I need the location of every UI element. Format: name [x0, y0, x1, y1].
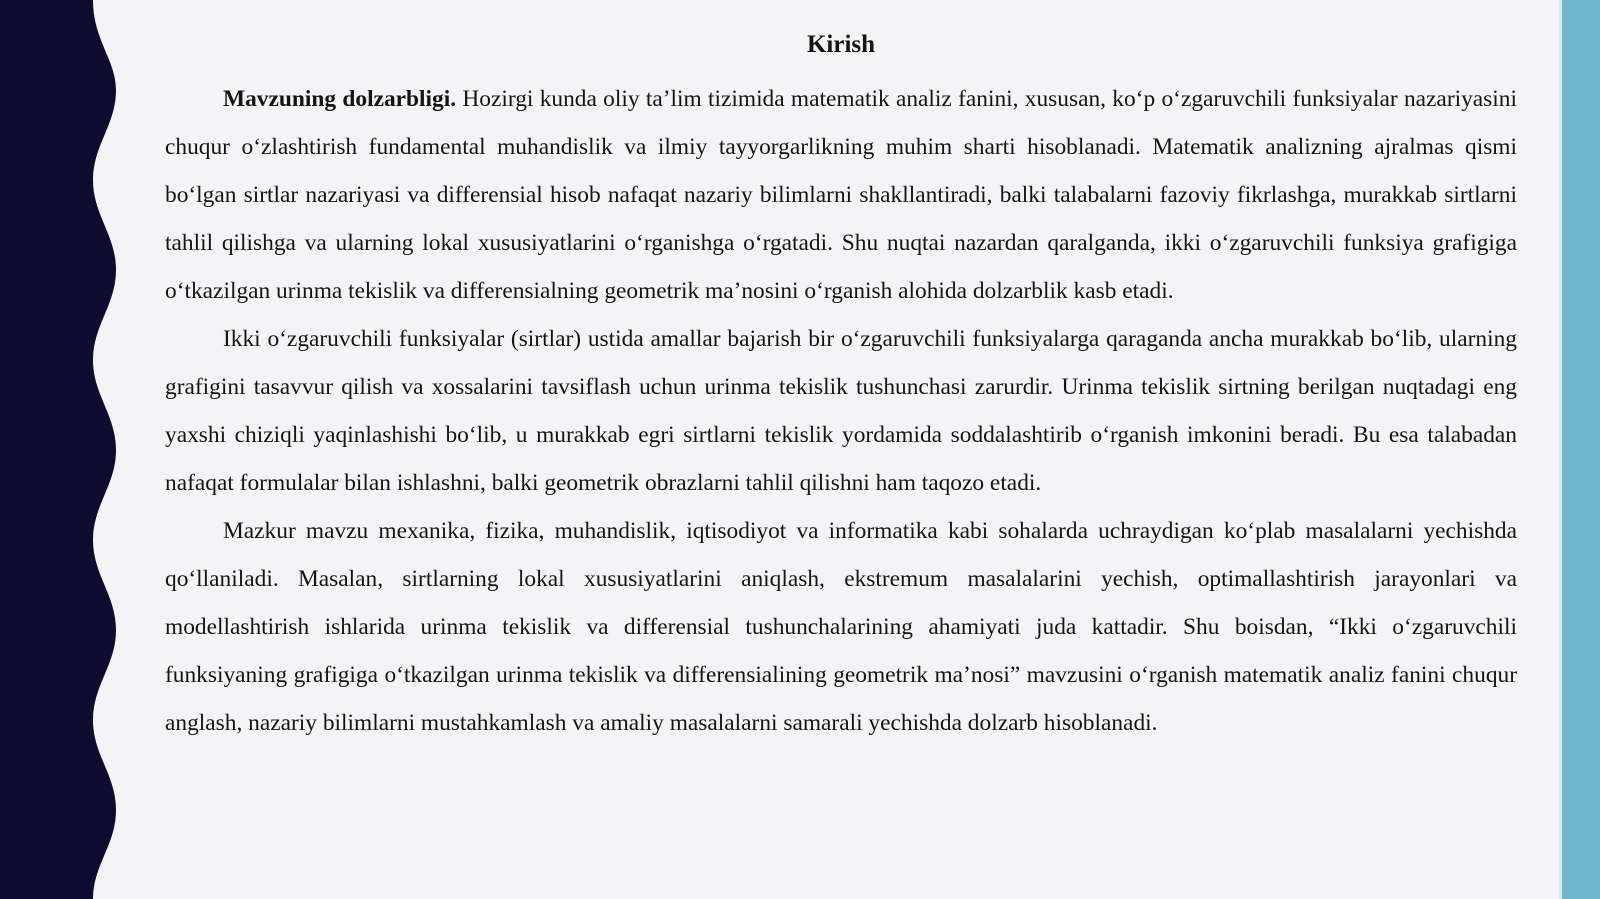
paragraph-relevance	[165, 75, 1517, 315]
paragraph-text: Hozirgi kunda oliy ta’lim tizimida matematik analiz fanini, xususan, ko‘p o‘zgaruvchili funksiyalar nazariyasini chuqur o‘zlashtirish fundamental muhandislik va ilmiy tayyorgarlikning muhim sharti hisoblanadi. Matematik analizning ajralmas qismi bo‘lgan sirtlar nazariyasi va differensial hisob nafaqat nazariy bilimlarni shakllantiradi, balki talabalarni fazoviy fikrlashga, murakkab sirtlarni tahlil qilishga va ularning lokal xususiyatlarini o‘rganishga o‘rgatadi. Shu nuqtai nazardan qaralganda, ikki o‘zgaruvchili funksiya grafigiga o‘tkazilgan urinma tekislik va differensialning geometrik ma’nosini o‘rganish alohida dolzarblik kasb etadi.	[165, 86, 1517, 304]
document-page	[165, 28, 1517, 747]
right-accent-bar	[1562, 0, 1600, 899]
paragraph-tangent-plane	[165, 315, 1517, 507]
document-title: Kirish	[806, 31, 876, 58]
paragraph-lead: Mavzuning dolzarbligi.	[223, 86, 457, 112]
paragraph-applications	[165, 507, 1517, 747]
paragraph-text: Mazkur mavzu mexanika, fizika, muhandislik, iqtisodiyot va informatika kabi sohalarda uchraydigan ko‘plab masalalarni yechishda qo‘llaniladi. Masalan, sirtlarning lokal xususiyatlarini aniqlash, ekstremum masalalarini yechish, optimallashtirish jarayonlari va modellashtirish ishlarida urinma tekislik va differensial tushunchalarining ahamiyati juda kattadir. Shu boisdan, “Ikki o‘zgaruvchili funksiyaning grafigiga o‘tkazilgan urinma tekislik va differensialining geometrik ma’nosi” mavzusini o‘rganish matematik analiz fanini chuqur anglash, nazariy bilimlarni mustahkamlash va amaliy masalalarni samarali yechishda dolzarb hisoblanadi.	[165, 518, 1517, 736]
paragraph-text: Ikki o‘zgaruvchili funksiyalar (sirtlar) ustida amallar bajarish bir o‘zgaruvchili funksiyalarga qaraganda ancha murakkab bo‘lib, ularning grafigini tasavvur qilish va xossalarini tavsiflash uchun urinma tekislik tushunchasi zarurdir. Urinma tekislik sirtning berilgan nuqtadagi eng yaxshi chiziqli yaqinlashishi bo‘lib, u murakkab egri sirtlarni tekislik yordamida soddalashtirib o‘rganish imkonini beradi. Bu esa talabadan nafaqat formulalar bilan ishlashni, balki geometrik obrazlarni tahlil qilishni ham taqozo etadi.	[165, 326, 1517, 496]
left-wavy-band	[0, 0, 130, 899]
